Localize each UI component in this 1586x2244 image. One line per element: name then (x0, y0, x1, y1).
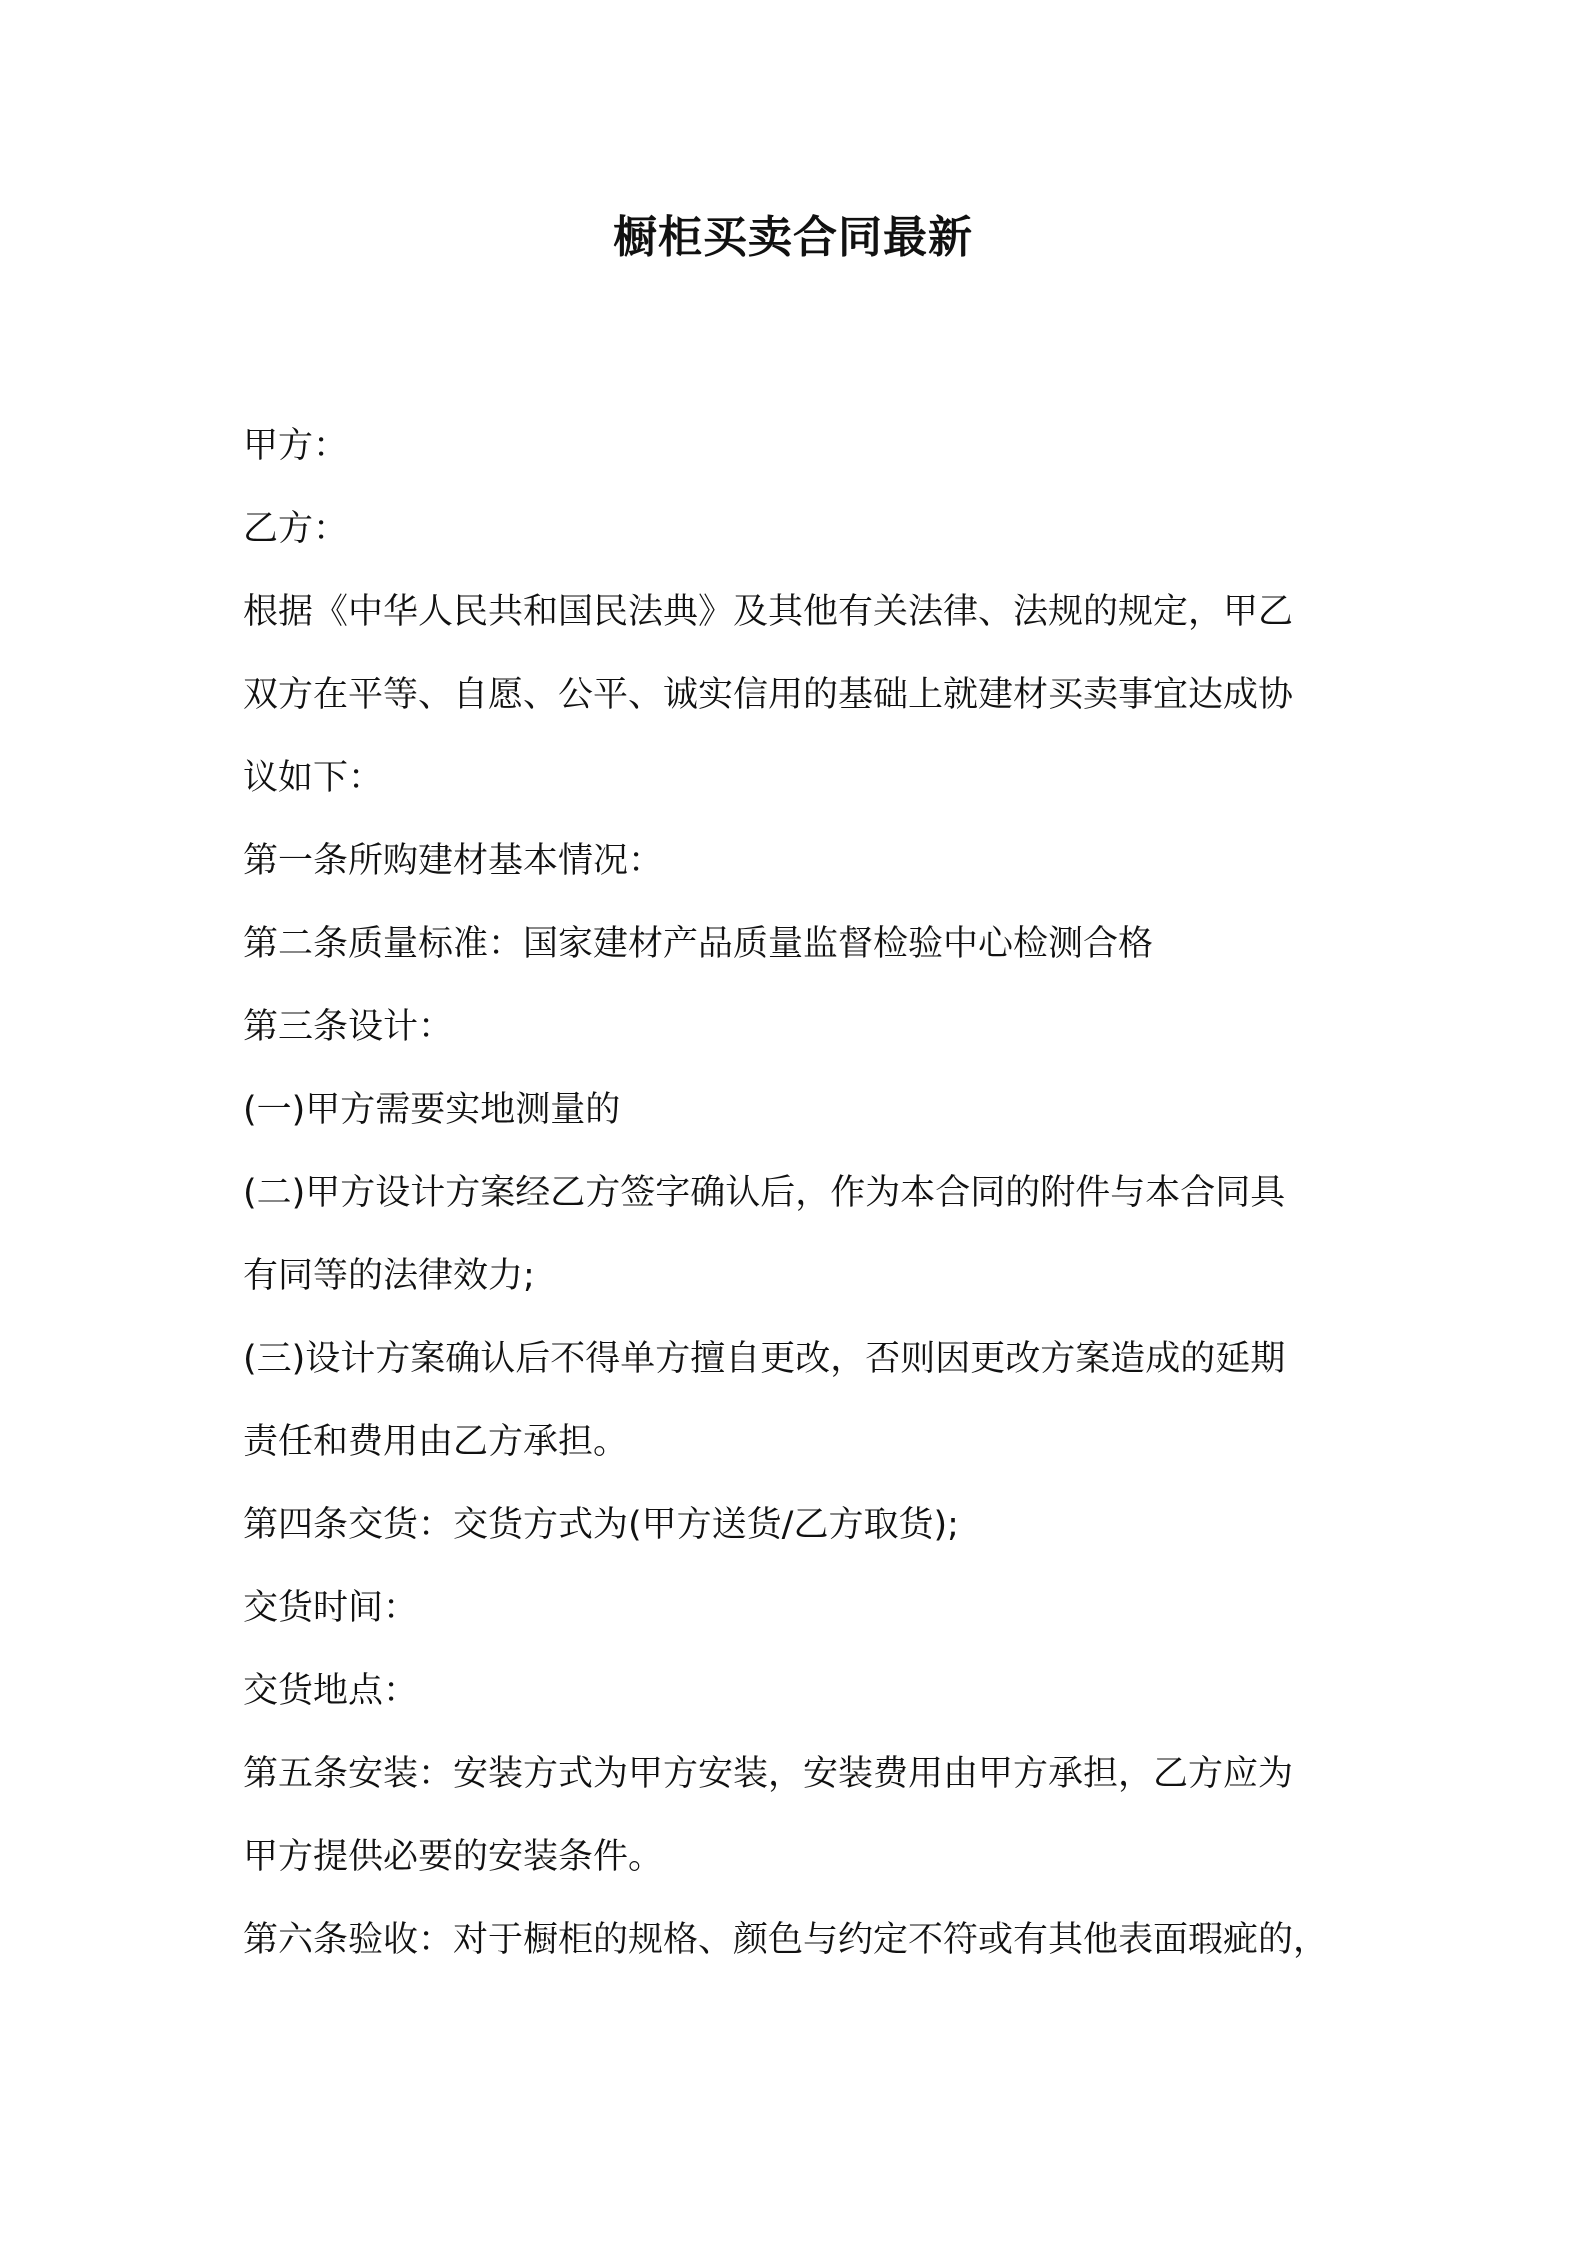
article-3-item-2-line-1: (二)甲方设计方案经乙方签字确认后，作为本合同的附件与本合同具 (243, 1173, 1286, 1213)
article-3-line: 第三条设计： (243, 1007, 454, 1047)
article-3-item-3-line-2: 责任和费用由乙方承担。 (243, 1422, 629, 1462)
party-b-line: 乙方： (243, 509, 349, 549)
article-4-line: 第四条交货：交货方式为(甲方送货/乙方取货); (243, 1505, 959, 1545)
article-3-item-1: (一)甲方需要实地测量的 (243, 1090, 621, 1130)
preamble-line-2: 双方在平等、自愿、公平、诚实信用的基础上就建材买卖事宜达成协 (243, 675, 1294, 715)
delivery-time-line: 交货时间： (243, 1588, 419, 1628)
article-2-line: 第二条质量标准：国家建材产品质量监督检验中心检测合格 (243, 924, 1154, 964)
preamble-line-3: 议如下： (243, 758, 384, 798)
party-a-line: 甲方： (243, 426, 349, 466)
document-title: 橱柜买卖合同最新 (613, 212, 973, 263)
delivery-place-line: 交货地点： (243, 1671, 419, 1711)
preamble-line-1: 根据《中华人民共和国民法典》及其他有关法律、法规的规定，甲乙 (243, 592, 1294, 632)
article-3-item-2-line-2: 有同等的法律效力; (243, 1256, 535, 1296)
article-3-item-3-line-1: (三)设计方案确认后不得单方擅自更改，否则因更改方案造成的延期 (243, 1339, 1286, 1379)
contract-body (243, 405, 1358, 1982)
article-1-line: 第一条所购建材基本情况： (243, 841, 664, 881)
article-6-line-1: 第六条验收：对于橱柜的规格、颜色与约定不符或有其他表面瑕疵的， (243, 1920, 1329, 1960)
article-5-line-2: 甲方提供必要的安装条件。 (243, 1837, 664, 1877)
article-5-line-1: 第五条安装：安装方式为甲方安装，安装费用由甲方承担，乙方应为 (243, 1754, 1294, 1794)
